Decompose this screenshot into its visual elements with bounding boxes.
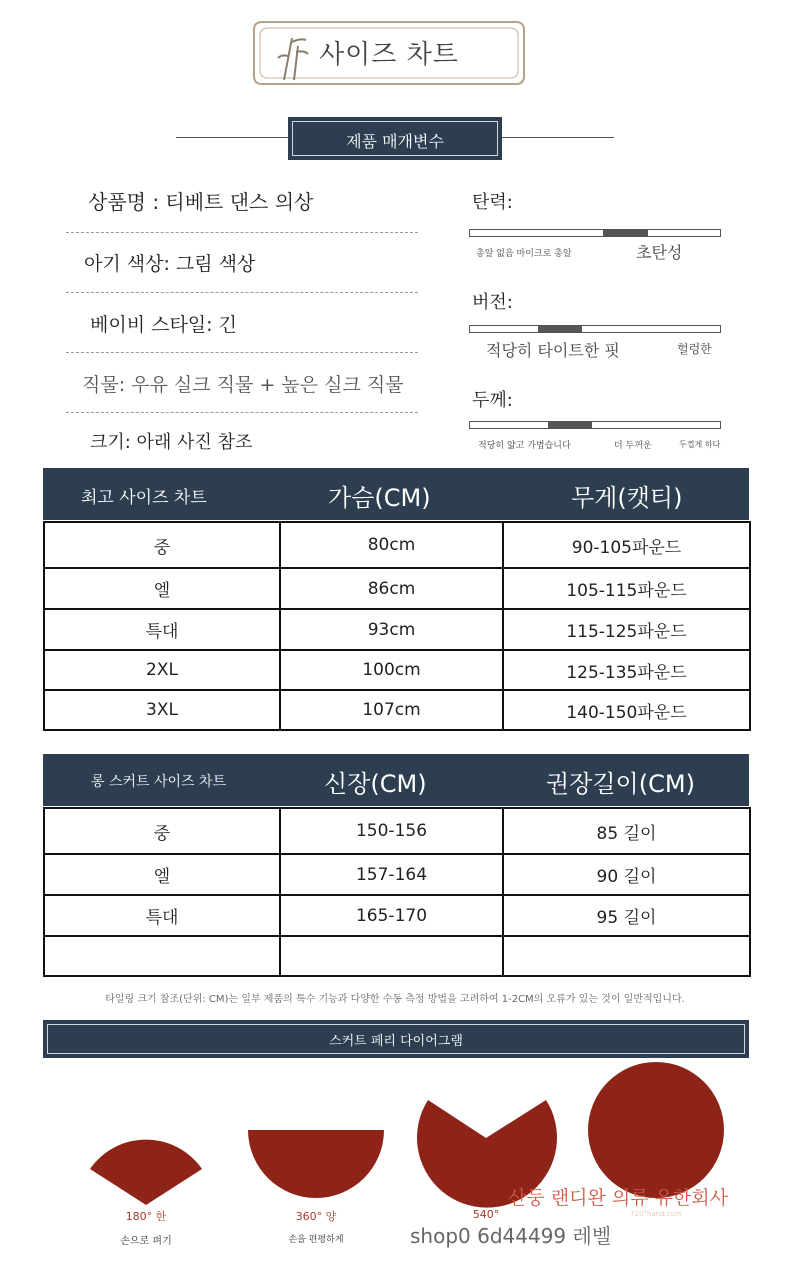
table-cell: 165-170 [280,895,503,936]
table-cell: 85 길이 [503,808,750,854]
degree-360-label: 360° 양 [295,1210,337,1223]
diagram-banner [43,1020,749,1058]
table-row [44,522,750,568]
table-cell: 3XL [44,690,280,730]
skirt-720-shape [588,1062,724,1198]
product-size: 크기: 아래 사진 참조 [90,432,253,453]
section-banner [288,117,502,160]
table-cell: 115-125파운드 [503,609,750,650]
table-row [44,690,750,730]
diagram-banner-label: 스커트 페리 다이어그램 [329,1034,463,1049]
table-cell: 2XL [44,650,280,690]
table-cell: 100cm [280,650,503,690]
table-cell: 140-150파운드 [503,690,750,730]
table-row [44,854,750,895]
divider-right [502,137,614,138]
measurement-note: 타일링 크기 참조(단위: CM)는 일부 제품의 특수 기능과 다양한 수동 측정 방법을 고려하여 1-2CM의 오류가 있는 것이 일반적입니다. [105,994,685,1005]
row-divider [66,352,418,353]
section-banner-label: 제품 매개변수 [346,132,444,151]
table-cell: 엘 [44,854,280,895]
elasticity-label: 탄력: [472,192,513,213]
product-fabric: 직물: 우유 실크 직물 + 높은 실크 직물 [82,374,404,396]
table-cell: 엘 [44,568,280,609]
thickness-low-text: 적당히 얇고 가볍습니다 [478,441,571,451]
skirt-360-shape [248,1130,384,1198]
caption-360: 손을 편평하게 [288,1235,344,1245]
table-cell: 중 [44,808,280,854]
skirt-size-table [43,807,751,977]
table-cell: 157-164 [280,854,503,895]
table-cell: 중 [44,522,280,568]
table-row [44,808,750,854]
top-size-table [43,521,751,731]
skirt-table-header [43,754,749,806]
table-cell: 80cm [280,522,503,568]
product-color: 아기 색상: 그림 색상 [84,253,256,275]
table-cell: 125-135파운드 [503,650,750,690]
top-table-weight-header: 무게(캣티) [571,484,683,512]
table-cell: 95 길이 [503,895,750,936]
table-cell: 90 길이 [503,854,750,895]
table-cell [44,936,280,976]
elasticity-high-text: 초탄성 [636,243,683,262]
company-watermark: 산둥 랜디완 의류 유한회사 [508,1187,729,1209]
product-style: 베이비 스타일: 긴 [90,314,237,336]
row-divider [66,232,418,233]
table-row [44,568,750,609]
row-divider [66,292,418,293]
thickness-bar [469,421,721,429]
table-cell [280,936,503,976]
top-table-header [43,468,749,520]
top-table-chest-header: 가슴(CM) [328,484,431,512]
top-table-title: 최고 사이즈 차트 [81,488,207,508]
table-row [44,609,750,650]
table-cell: 105-115파운드 [503,568,750,609]
table-row [44,650,750,690]
watermark-mark: 720°hand.com [630,1210,682,1218]
row-divider [66,412,418,413]
table-cell: 86cm [280,568,503,609]
thickness-mid-text: 더 두꺼운 [614,441,652,451]
elasticity-bar [469,229,721,237]
table-row [44,936,750,976]
fit-high-text: 헐렁한 [677,342,712,356]
table-cell: 93cm [280,609,503,650]
page-title: 사이즈 차트 [319,40,459,70]
degree-180-label: 180° 한 [125,1210,167,1223]
caption-180: 손으로 펴기 [120,1236,172,1247]
elasticity-low-text: 총알 없음 마이크로 총알 [476,249,572,259]
degree-540-label: 540° [472,1208,500,1221]
table-cell: 150-156 [280,808,503,854]
fit-mid-text: 적당히 타이트한 핏 [486,341,620,360]
fit-bar [469,325,721,333]
table-cell: 90-105파운드 [503,522,750,568]
divider-left [176,137,288,138]
skirt-table-length-header: 권장길이(CM) [546,770,695,798]
table-cell: 107cm [280,690,503,730]
skirt-180-shape [90,1140,202,1205]
shop-watermark: shop0 6d44499 레벨 [410,1224,612,1248]
table-row [44,895,750,936]
thickness-label: 두께: [472,390,513,411]
product-name: 상품명 : 티베트 댄스 의상 [88,190,314,214]
fit-label: 버전: [472,292,513,313]
table-cell: 특대 [44,895,280,936]
skirt-table-title: 롱 스커트 사이즈 차트 [91,774,227,790]
table-cell [503,936,750,976]
table-cell: 특대 [44,609,280,650]
skirt-table-height-header: 신장(CM) [324,770,427,798]
thickness-high-text: 두껍게 하다 [679,440,721,449]
